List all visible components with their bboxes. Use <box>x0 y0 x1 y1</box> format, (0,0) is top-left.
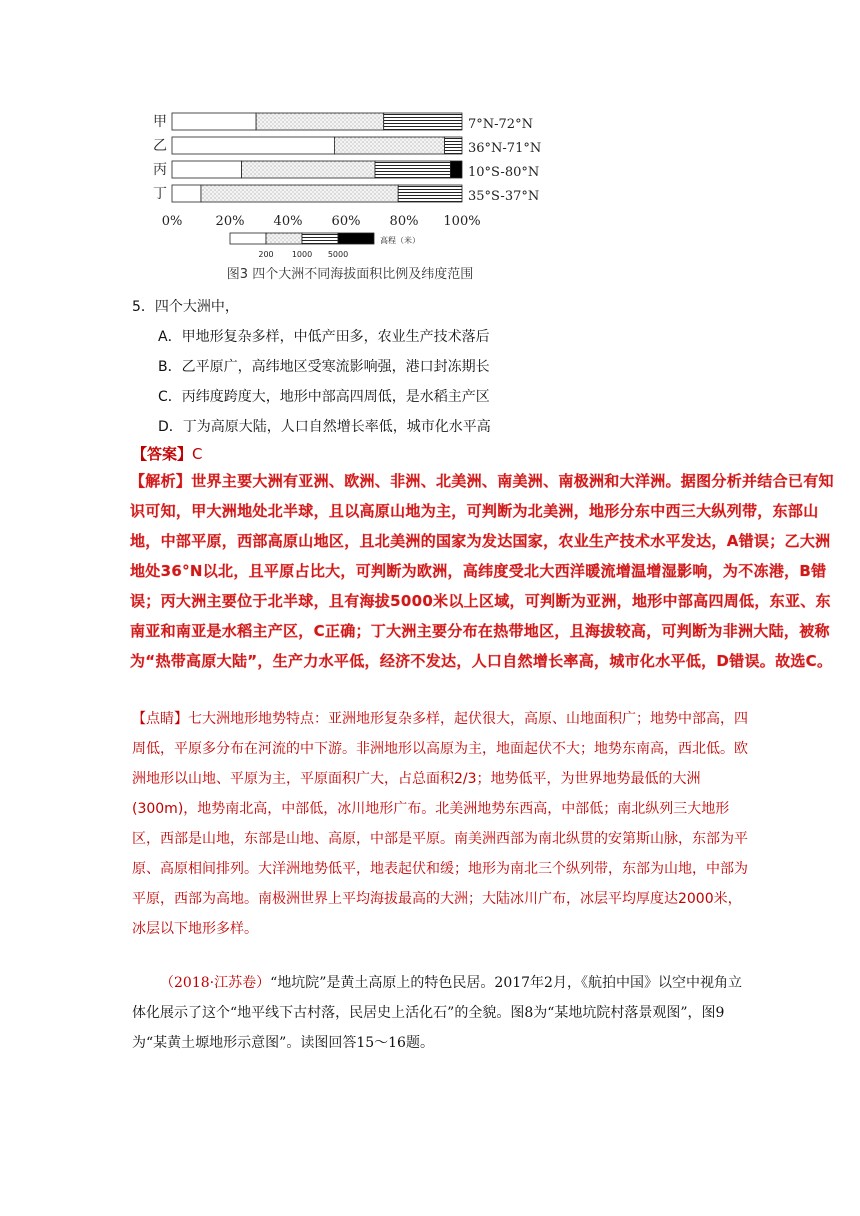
answer-value: C <box>192 445 203 463</box>
bar-segment <box>201 185 398 202</box>
answer-line <box>132 443 203 464</box>
bar-segment <box>172 185 201 202</box>
x-tick-label: 20% <box>215 214 245 229</box>
elevation-latitude-chart <box>150 105 550 285</box>
bar-segment <box>450 161 462 178</box>
bar-segment <box>445 137 462 154</box>
option-c: C．丙纬度跨度大，地形中部高四周低，是水稻主产区 <box>158 389 490 405</box>
bar-segment <box>172 161 242 178</box>
option-d: D．丁为高原大陆，人口自然增长率低，城市化水平高 <box>158 419 491 435</box>
bar-segment <box>334 137 444 154</box>
analysis-label: 【解析】 <box>130 472 192 490</box>
latitude-range-label: 35°S-37°N <box>468 189 540 204</box>
dianjing-paragraph <box>132 704 752 944</box>
bar-segment <box>242 161 375 178</box>
latitude-range-label: 7°N-72°N <box>468 117 533 132</box>
legend-tick: 5000 <box>327 250 349 259</box>
legend-title: 高程（米） <box>380 236 420 245</box>
dianjing-text: 七大洲地形地势特点：亚洲地形复杂多样，起伏很大，高原、山地面积广；地势中部高，四周低，平原多分布在河流的中下游。非洲地形以高原为主，地面起伏不大；地势东南高，西北低。欧洲地形以山地、平原为主，平原面积广大，占总面积2/3；地势低平，为世界地势最低的大洲(300m)，地势南北高，中部低，冰川地形广布。北美洲地势东西高，中部低；南北纵列三大地形区，西部是山地，东部是山地、高原，中部是平原。南美洲西部为南北纵贯的安第斯山脉，东部为平原、高原相间排列。大洋洲地势低平，地表起伏和缓；地形为南北三个纵列带，东部为山地，中部为平原，西部为高地。南极洲世界上平均海拔最高的大洲；大陆冰川广布，冰层平均厚度达2000米，冰层以下地形多样。 <box>132 711 748 937</box>
legend-swatch <box>266 233 302 244</box>
x-tick-label: 80% <box>389 214 419 229</box>
bar-segment <box>398 185 462 202</box>
latitude-range-label: 10°S-80°N <box>468 165 540 180</box>
latitude-range-label: 36°N-71°N <box>468 141 542 156</box>
x-tick-label: 40% <box>273 214 303 229</box>
x-tick-label: 60% <box>331 214 361 229</box>
bar-segment <box>375 161 450 178</box>
answer-label: 【答案】 <box>132 445 193 463</box>
legend-swatch <box>230 233 266 244</box>
intro-source: （2018·江苏卷） <box>160 975 271 991</box>
category-label: 丙 <box>153 162 167 178</box>
next-question-intro <box>132 968 752 1058</box>
x-tick-label: 100% <box>443 214 481 229</box>
legend-tick: 200 <box>258 250 274 259</box>
option-a: A．甲地形复杂多样，中低产田多，农业生产技术落后 <box>158 329 490 345</box>
category-label: 乙 <box>153 138 167 154</box>
category-label: 甲 <box>153 114 167 130</box>
intro-text: “地坑院”是黄土高原上的特色民居。2017年2月，《航拍中国》以空中视角立体化展示了这个“地平线下古村落，民居史上活化石”的全貌。图8为“某地坑院村落景观图”，图9为“某黄土塬地形示意图”。读图回答15～16题。 <box>132 975 742 1051</box>
category-label: 丁 <box>153 186 167 202</box>
legend-swatch <box>338 233 374 244</box>
legend-swatch <box>302 233 338 244</box>
legend-tick: 1000 <box>291 250 313 259</box>
bar-segment <box>256 113 384 130</box>
figure-caption: 图3 四个大洲不同海拔面积比例及纬度范围 <box>226 267 474 282</box>
bar-segment <box>172 137 334 154</box>
option-b: B．乙平原广，高纬地区受寒流影响强，港口封冻期长 <box>158 359 490 375</box>
analysis-paragraph <box>130 466 842 676</box>
dianjing-label: 【点睛】 <box>132 711 188 727</box>
bar-segment <box>384 113 462 130</box>
x-tick-label: 0% <box>161 214 183 229</box>
bar-segment <box>172 113 256 130</box>
analysis-text: 世界主要大洲有亚洲、欧洲、非洲、北美洲、南美洲、南极洲和大洋洲。据图分析并结合已有知识可知，甲大洲地处北半球，且以高原山地为主，可判断为北美洲，地形分东中西三大纵列带，东部山地，中部平原，西部高原山地区，且北美洲的国家为发达国家，农业生产技术水平发达，A错误；乙大洲地处36°N以北，且平原占比大，可判断为欧洲，高纬度受北大西洋暖流增温增湿影响，为不冻港，B错误；丙大洲主要位于北半球，且有海拔5000米以上区域，可判断为亚洲，地形中部高四周低，东亚、东南亚和南亚是水稻主产区，C正确；丁大洲主要分布在热带地区，且海拔较高，可判断为非洲大陆，被称为“热带高原大陆”，生产力水平低，经济不发达，人口自然增长率高，城市化水平低，D错误。故选C。 <box>130 472 834 670</box>
question-stem: 5．四个大洲中， <box>132 299 239 315</box>
